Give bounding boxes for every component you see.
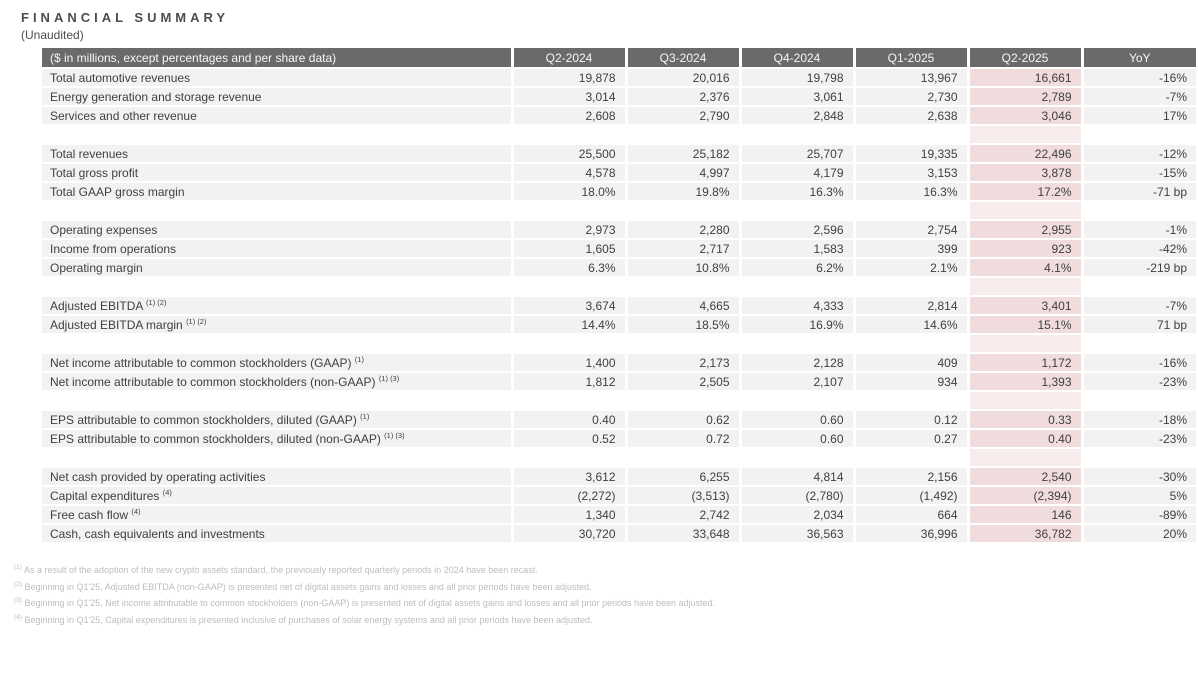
cell-q2-2024: (2,272) <box>512 486 626 505</box>
cell-q3-2024: 6,255 <box>626 467 740 486</box>
cell-q2-2025: 3,878 <box>968 163 1082 182</box>
row-label: Total GAAP gross margin <box>42 182 512 201</box>
gap-cell <box>1082 448 1196 467</box>
cell-q4-2024: 2,596 <box>740 220 854 239</box>
cell-q4-2024: 4,179 <box>740 163 854 182</box>
cell-q1-2025: 934 <box>854 372 968 391</box>
table-row <box>42 239 1196 258</box>
gap-cell <box>626 334 740 353</box>
cell-q2-2024: 25,500 <box>512 144 626 163</box>
cell-q2-2024: 0.40 <box>512 410 626 429</box>
cell-q3-2024: 10.8% <box>626 258 740 277</box>
gap-cell <box>626 201 740 220</box>
cell-q2-2024: 0.52 <box>512 429 626 448</box>
table-row <box>42 106 1196 125</box>
cell-q4-2024: 2,848 <box>740 106 854 125</box>
cell-q4-2024: 16.9% <box>740 315 854 334</box>
cell-q2-2024: 1,605 <box>512 239 626 258</box>
cell-q2-2024: 6.3% <box>512 258 626 277</box>
gap-cell <box>854 334 968 353</box>
cell-q2-2025: 3,401 <box>968 296 1082 315</box>
gap-cell <box>626 391 740 410</box>
footnotes <box>14 561 1198 627</box>
cell-q2-2025: 3,046 <box>968 106 1082 125</box>
cell-yoy: 5% <box>1082 486 1196 505</box>
table-row <box>42 258 1196 277</box>
cell-q4-2024: 0.60 <box>740 429 854 448</box>
cell-q4-2024: 4,814 <box>740 467 854 486</box>
row-label: EPS attributable to common stockholders, diluted (non-GAAP) $^{(1) (3)}$ <box>42 429 512 448</box>
table-row <box>42 410 1196 429</box>
cell-q1-2025: 2.1% <box>854 258 968 277</box>
cell-q1-2025: 0.27 <box>854 429 968 448</box>
gap-cell <box>854 277 968 296</box>
cell-yoy: -1% <box>1082 220 1196 239</box>
section-gap-row <box>42 391 1196 410</box>
cell-yoy: -15% <box>1082 163 1196 182</box>
table-row <box>42 220 1196 239</box>
cell-q4-2024: 16.3% <box>740 182 854 201</box>
gap-cell <box>740 201 854 220</box>
gap-cell <box>740 125 854 144</box>
footnote-ref: (1) (2) <box>146 298 167 307</box>
cell-q1-2025: 2,754 <box>854 220 968 239</box>
row-label: Net cash provided by operating activities <box>42 467 512 486</box>
gap-cell <box>626 125 740 144</box>
gap-cell <box>740 391 854 410</box>
footnote: $^{(1)}$ As a result of the adoption of the new crypto assets standard, the previously reported quarterly periods in 2024 have been recast. <box>14 564 538 575</box>
table-row <box>42 486 1196 505</box>
table-row <box>42 296 1196 315</box>
gap-cell <box>512 277 626 296</box>
cell-q2-2024: 4,578 <box>512 163 626 182</box>
gap-cell <box>512 448 626 467</box>
gap-cell <box>854 448 968 467</box>
cell-q3-2024: 4,665 <box>626 296 740 315</box>
column-header-q2-2024: Q2-2024 <box>512 48 626 68</box>
cell-q3-2024: 18.5% <box>626 315 740 334</box>
row-label: Cash, cash equivalents and investments <box>42 524 512 543</box>
gap-cell <box>512 334 626 353</box>
cell-yoy: -16% <box>1082 353 1196 372</box>
gap-cell <box>512 125 626 144</box>
cell-q4-2024: 36,563 <box>740 524 854 543</box>
cell-yoy: -12% <box>1082 144 1196 163</box>
page-subtitle: (Unaudited) <box>21 28 84 42</box>
title-block <box>0 10 1198 42</box>
cell-yoy: -89% <box>1082 505 1196 524</box>
cell-q4-2024: 3,061 <box>740 87 854 106</box>
cell-yoy: 20% <box>1082 524 1196 543</box>
cell-q1-2025: 2,730 <box>854 87 968 106</box>
table-header-row <box>42 48 1196 68</box>
cell-yoy: 71 bp <box>1082 315 1196 334</box>
cell-q1-2025: 19,335 <box>854 144 968 163</box>
section-gap-row <box>42 201 1196 220</box>
cell-q3-2024: 2,790 <box>626 106 740 125</box>
row-label: Total gross profit <box>42 163 512 182</box>
cell-q4-2024: 1,583 <box>740 239 854 258</box>
gap-cell <box>42 448 512 467</box>
cell-q1-2025: 13,967 <box>854 68 968 87</box>
gap-cell <box>42 277 512 296</box>
gap-cell <box>740 334 854 353</box>
column-header-q1-2025: Q1-2025 <box>854 48 968 68</box>
row-label: Total revenues <box>42 144 512 163</box>
cell-q2-2025: 2,955 <box>968 220 1082 239</box>
cell-q4-2024: 25,707 <box>740 144 854 163</box>
section-gap-row <box>42 277 1196 296</box>
footnote: $^{(4)}$ Beginning in Q1'25, Capital expenditures is presented inclusive of purchases of solar energy systems and all prior periods have been adjusted. <box>14 613 593 625</box>
cell-q3-2024: 0.72 <box>626 429 740 448</box>
cell-q1-2025: 3,153 <box>854 163 968 182</box>
cell-q2-2024: 3,612 <box>512 467 626 486</box>
cell-yoy: -219 bp <box>1082 258 1196 277</box>
table-row <box>42 315 1196 334</box>
cell-q4-2024: 2,107 <box>740 372 854 391</box>
cell-q2-2025: 22,496 <box>968 144 1082 163</box>
cell-q2-2025: 17.2% <box>968 182 1082 201</box>
cell-q3-2024: 25,182 <box>626 144 740 163</box>
footnote-ref: (1) (3) <box>384 431 405 440</box>
footnote-marker: (2) <box>14 580 22 588</box>
table-row <box>42 68 1196 87</box>
column-header-q4-2024: Q4-2024 <box>740 48 854 68</box>
table-header-label: ($ in millions, except percentages and per share data) <box>42 48 512 68</box>
financial-summary-table <box>42 48 1196 544</box>
row-label: EPS attributable to common stockholders, diluted (GAAP) $^{(1)}$ <box>42 410 512 429</box>
cell-yoy: -16% <box>1082 68 1196 87</box>
cell-q2-2024: 3,674 <box>512 296 626 315</box>
cell-q1-2025: 2,156 <box>854 467 968 486</box>
section-gap-row <box>42 125 1196 144</box>
gap-cell <box>968 448 1082 467</box>
cell-q2-2024: 18.0% <box>512 182 626 201</box>
gap-cell <box>512 201 626 220</box>
cell-yoy: -71 bp <box>1082 182 1196 201</box>
cell-yoy: -42% <box>1082 239 1196 258</box>
cell-yoy: -23% <box>1082 429 1196 448</box>
gap-cell <box>1082 277 1196 296</box>
cell-q2-2025: 16,661 <box>968 68 1082 87</box>
footnote-marker: (3) <box>14 597 22 604</box>
cell-q3-2024: 2,280 <box>626 220 740 239</box>
row-label: Operating expenses <box>42 220 512 239</box>
table-row <box>42 524 1196 543</box>
footnote-ref: (1) (2) <box>186 317 207 326</box>
cell-q3-2024: 2,717 <box>626 239 740 258</box>
section-gap-row <box>42 334 1196 353</box>
row-label: Adjusted EBITDA $^{(1) (2)}$ <box>42 296 512 315</box>
row-label: Services and other revenue <box>42 106 512 125</box>
cell-q1-2025: 409 <box>854 353 968 372</box>
cell-yoy: -18% <box>1082 410 1196 429</box>
cell-q1-2025: 36,996 <box>854 524 968 543</box>
table-row <box>42 163 1196 182</box>
cell-q3-2024: (3,513) <box>626 486 740 505</box>
row-label: Total automotive revenues <box>42 68 512 87</box>
cell-q1-2025: 2,814 <box>854 296 968 315</box>
section-gap-row <box>42 448 1196 467</box>
cell-q3-2024: 2,173 <box>626 353 740 372</box>
gap-cell <box>42 201 512 220</box>
cell-q2-2025: 923 <box>968 239 1082 258</box>
gap-cell <box>968 201 1082 220</box>
cell-q2-2025: 146 <box>968 505 1082 524</box>
table-row <box>42 182 1196 201</box>
gap-cell <box>42 125 512 144</box>
row-label: Adjusted EBITDA margin $^{(1) (2)}$ <box>42 315 512 334</box>
cell-q2-2024: 30,720 <box>512 524 626 543</box>
cell-q2-2025: 1,172 <box>968 353 1082 372</box>
cell-q2-2025: 0.40 <box>968 429 1082 448</box>
cell-q2-2025: 1,393 <box>968 372 1082 391</box>
cell-q1-2025: 0.12 <box>854 410 968 429</box>
cell-q2-2024: 19,878 <box>512 68 626 87</box>
footnote-ref: (1) <box>360 412 370 421</box>
gap-cell <box>740 277 854 296</box>
table-row <box>42 353 1196 372</box>
column-header-q3-2024: Q3-2024 <box>626 48 740 68</box>
footnote-marker: (4) <box>14 613 22 621</box>
gap-cell <box>968 125 1082 144</box>
gap-cell <box>626 448 740 467</box>
cell-q3-2024: 2,505 <box>626 372 740 391</box>
gap-cell <box>42 334 512 353</box>
gap-cell <box>968 334 1082 353</box>
cell-q1-2025: 16.3% <box>854 182 968 201</box>
cell-q1-2025: 2,638 <box>854 106 968 125</box>
table-row <box>42 372 1196 391</box>
cell-yoy: -23% <box>1082 372 1196 391</box>
row-label: Free cash flow $^{(4)}$ <box>42 505 512 524</box>
cell-q2-2025: (2,394) <box>968 486 1082 505</box>
gap-cell <box>1082 391 1196 410</box>
gap-cell <box>512 391 626 410</box>
cell-q4-2024: 2,128 <box>740 353 854 372</box>
footnote-ref: (1) <box>354 355 364 364</box>
cell-q3-2024: 19.8% <box>626 182 740 201</box>
table-row <box>42 429 1196 448</box>
cell-q2-2024: 2,973 <box>512 220 626 239</box>
cell-q2-2024: 3,014 <box>512 87 626 106</box>
page-title: FINANCIAL SUMMARY <box>21 10 230 25</box>
cell-q3-2024: 2,742 <box>626 505 740 524</box>
column-header-yoy: YoY <box>1082 48 1196 68</box>
footnote-ref: (1) (3) <box>378 374 400 383</box>
cell-q1-2025: (1,492) <box>854 486 968 505</box>
cell-q1-2025: 664 <box>854 505 968 524</box>
cell-q2-2025: 2,789 <box>968 87 1082 106</box>
row-label: Capital expenditures $^{(4)}$ <box>42 486 512 505</box>
cell-q2-2024: 1,400 <box>512 353 626 372</box>
column-header-q2-2025: Q2-2025 <box>968 48 1082 68</box>
footnote-ref: (4) <box>162 488 172 497</box>
gap-cell <box>740 448 854 467</box>
cell-yoy: -30% <box>1082 467 1196 486</box>
gap-cell <box>854 391 968 410</box>
cell-q4-2024: 2,034 <box>740 505 854 524</box>
row-label: Operating margin <box>42 258 512 277</box>
cell-q3-2024: 4,997 <box>626 163 740 182</box>
cell-yoy: -7% <box>1082 87 1196 106</box>
gap-cell <box>1082 201 1196 220</box>
cell-yoy: 17% <box>1082 106 1196 125</box>
cell-q2-2024: 14.4% <box>512 315 626 334</box>
gap-cell <box>626 277 740 296</box>
cell-q2-2024: 1,340 <box>512 505 626 524</box>
row-label: Income from operations <box>42 239 512 258</box>
row-label: Net income attributable to common stockholders (non-GAAP) $^{(1) (3)}$ <box>42 372 512 391</box>
table-wrap <box>42 48 1196 544</box>
cell-q3-2024: 33,648 <box>626 524 740 543</box>
cell-q1-2025: 399 <box>854 239 968 258</box>
cell-yoy: -7% <box>1082 296 1196 315</box>
gap-cell <box>968 277 1082 296</box>
table-row <box>42 87 1196 106</box>
gap-cell <box>1082 125 1196 144</box>
cell-q2-2024: 2,608 <box>512 106 626 125</box>
table-row <box>42 467 1196 486</box>
cell-q2-2025: 2,540 <box>968 467 1082 486</box>
cell-q4-2024: 19,798 <box>740 68 854 87</box>
cell-q2-2025: 15.1% <box>968 315 1082 334</box>
footnote-marker: (1) <box>14 564 22 571</box>
cell-q2-2025: 36,782 <box>968 524 1082 543</box>
cell-q3-2024: 2,376 <box>626 87 740 106</box>
table-row <box>42 144 1196 163</box>
cell-q4-2024: (2,780) <box>740 486 854 505</box>
cell-q3-2024: 0.62 <box>626 410 740 429</box>
cell-q2-2025: 4.1% <box>968 258 1082 277</box>
footnote: $^{(2)}$ Beginning in Q1'25, Adjusted EBITDA (non-GAAP) is presented net of digital assets gains and losses and all prior periods have been adjusted. <box>14 580 592 592</box>
cell-q4-2024: 0.60 <box>740 410 854 429</box>
cell-q2-2024: 1,812 <box>512 372 626 391</box>
footnote-ref: (4) <box>131 507 141 516</box>
gap-cell <box>1082 334 1196 353</box>
cell-q3-2024: 20,016 <box>626 68 740 87</box>
gap-cell <box>854 201 968 220</box>
gap-cell <box>42 391 512 410</box>
footnote: $^{(3)}$ Beginning in Q1'25, Net income attributable to common stockholders (non-GAAP) is presented net of digital assets gains and losses and all prior periods have been adjusted. <box>14 597 716 608</box>
cell-q1-2025: 14.6% <box>854 315 968 334</box>
cell-q4-2024: 4,333 <box>740 296 854 315</box>
table-row <box>42 505 1196 524</box>
cell-q4-2024: 6.2% <box>740 258 854 277</box>
gap-cell <box>854 125 968 144</box>
row-label: Energy generation and storage revenue <box>42 87 512 106</box>
row-label: Net income attributable to common stockholders (GAAP) $^{(1)}$ <box>42 353 512 372</box>
gap-cell <box>968 391 1082 410</box>
cell-q2-2025: 0.33 <box>968 410 1082 429</box>
